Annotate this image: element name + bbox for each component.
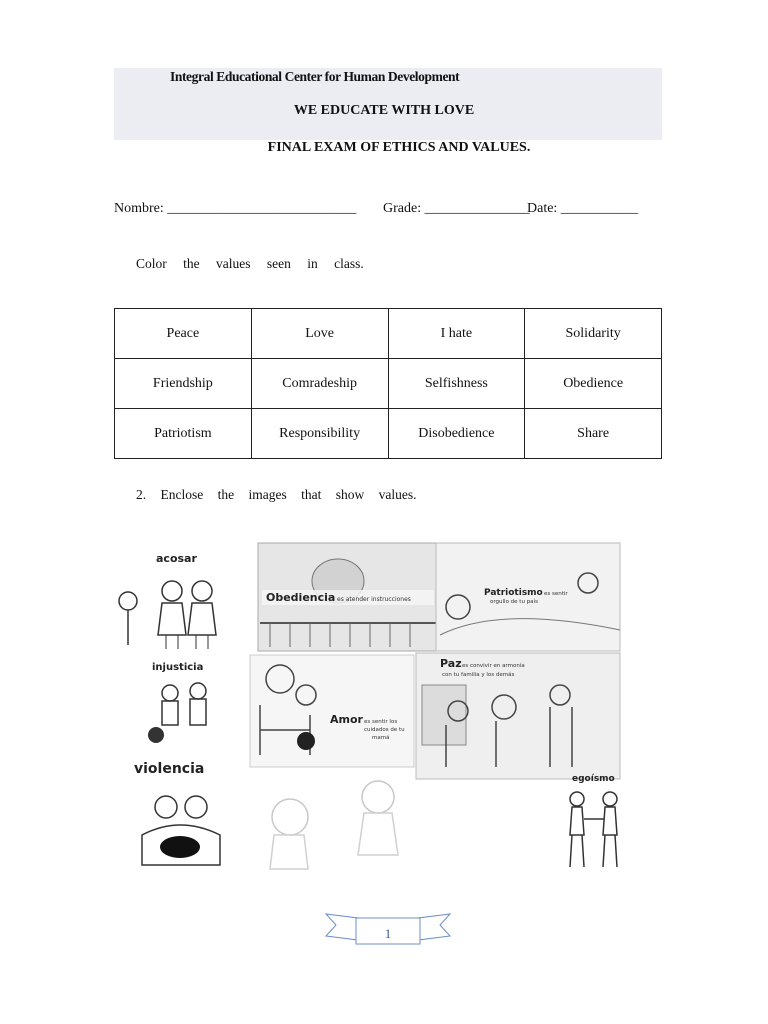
value-cell[interactable]: Peace xyxy=(115,309,252,359)
paz-image[interactable] xyxy=(416,653,620,779)
obediencia-caption: es atender instrucciones xyxy=(337,596,411,603)
egoismo-label: egoísmo xyxy=(572,774,615,784)
amor-caption-1: es sentir los xyxy=(364,719,398,725)
paz-label: Paz xyxy=(440,657,462,670)
value-cell[interactable]: Solidarity xyxy=(525,309,662,359)
table-row xyxy=(115,409,662,459)
question-2: 2. Enclose the images that show values. xyxy=(136,487,417,502)
table-row xyxy=(115,359,662,409)
obediencia-label: Obediencia xyxy=(266,591,336,604)
value-cell[interactable]: Selfishness xyxy=(388,359,525,409)
value-cell[interactable]: Friendship xyxy=(115,359,252,409)
patriotismo-image[interactable] xyxy=(436,543,620,651)
value-cell[interactable]: Obedience xyxy=(525,359,662,409)
date-field[interactable]: Date: ___________ xyxy=(527,201,638,216)
value-cell[interactable]: Disobedience xyxy=(388,409,525,459)
children-image[interactable] xyxy=(270,781,398,869)
school-name: Integral Educational Center for Human Development xyxy=(170,69,460,84)
values-table xyxy=(114,308,662,459)
value-cell[interactable]: Love xyxy=(251,309,388,359)
patriotismo-caption-1: es sentir xyxy=(544,591,568,597)
violencia-label: violencia xyxy=(134,761,205,777)
acosar-label: acosar xyxy=(156,552,197,565)
question-1: Color the values seen in class. xyxy=(136,256,364,271)
patriotismo-label: Patriotismo xyxy=(484,588,543,598)
paz-caption-1: es convivir en armonía xyxy=(462,663,525,669)
nombre-field[interactable]: Nombre: ___________________________ xyxy=(114,201,357,216)
amor-image[interactable] xyxy=(250,655,414,767)
value-cell[interactable]: I hate xyxy=(388,309,525,359)
motto: WE EDUCATE WITH LOVE xyxy=(293,103,475,118)
injusticia-image[interactable] xyxy=(148,662,206,743)
amor-caption-2: cuidados de tu xyxy=(364,727,405,733)
page-number: 1 xyxy=(384,926,392,941)
obediencia-image[interactable] xyxy=(258,543,436,651)
paz-caption-2: con tu familia y los demás xyxy=(442,672,515,678)
amor-caption-3: mamá xyxy=(372,735,390,741)
values-images-collage xyxy=(110,535,625,875)
patriotismo-caption-2: orgullo de tu país xyxy=(490,599,538,605)
grade-field[interactable]: Grade: _______________ xyxy=(383,201,530,216)
injusticia-label: injusticia xyxy=(152,662,204,673)
value-cell[interactable]: Responsibility xyxy=(251,409,388,459)
exam-title: FINAL EXAM OF ETHICS AND VALUES. xyxy=(267,140,531,155)
value-cell[interactable]: Comradeship xyxy=(251,359,388,409)
amor-label: Amor xyxy=(330,713,363,726)
table-row xyxy=(115,309,662,359)
egoismo-image[interactable] xyxy=(570,774,617,867)
acosar-image[interactable] xyxy=(119,552,216,649)
violencia-image[interactable] xyxy=(134,761,220,865)
value-cell[interactable]: Share xyxy=(525,409,662,459)
value-cell[interactable]: Patriotism xyxy=(115,409,252,459)
